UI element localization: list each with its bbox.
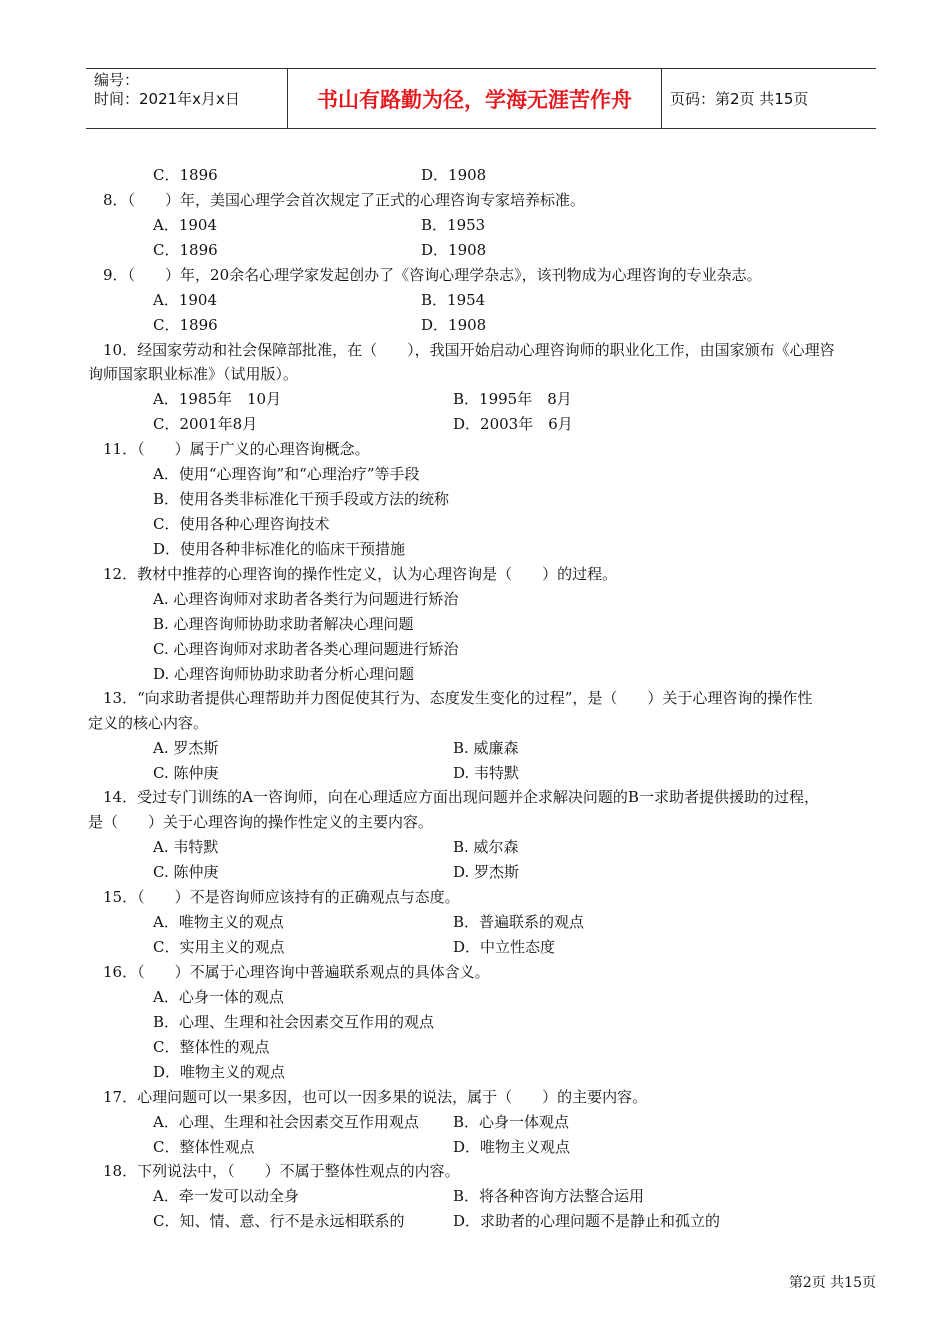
text-line: C．实用主义的观点 xyxy=(153,938,285,956)
text-line: B．将各种咨询方法整合运用 xyxy=(453,1187,645,1205)
text-line: C. 陈仲庚 xyxy=(153,764,219,782)
text-line: C．整体性观点 xyxy=(153,1138,255,1156)
text-line: 12．教材中推荐的心理咨询的操作性定义，认为心理咨询是（ ）的过程。 xyxy=(103,565,618,583)
text-line: D．使用各种非标准化的临床干预措施 xyxy=(153,540,406,558)
text-line: B．1995年 8月 xyxy=(453,390,572,408)
text-line: A．唯物主义的观点 xyxy=(153,913,284,931)
text-line: 是（ ）关于心理咨询的操作性定义的主要内容。 xyxy=(88,813,434,831)
text-line: D．唯物主义观点 xyxy=(453,1138,571,1156)
text-line: C. 陈仲庚 xyxy=(153,863,219,881)
text-line: C. 心理咨询师对求助者各类心理问题进行矫治 xyxy=(153,640,459,658)
text-line: D．2003年 6月 xyxy=(453,415,573,433)
text-line: C．使用各种心理咨询技术 xyxy=(153,515,330,533)
text-line: A．牵一发可以动全身 xyxy=(153,1187,299,1205)
text-line: C．1896 xyxy=(153,316,218,334)
text-line: 询师国家职业标准》（试用版）。 xyxy=(88,365,299,383)
text-line: B．1953 xyxy=(421,216,486,234)
text-line: 15．（ ）不是咨询师应该持有的正确观点与态度。 xyxy=(103,888,460,906)
text-line: B．1954 xyxy=(421,291,486,309)
text-line: D．1908 xyxy=(421,316,487,334)
text-line: D．1908 xyxy=(421,166,487,184)
text-line: B．普遍联系的观点 xyxy=(453,913,585,931)
text-line: 10．经国家劳动和社会保障部批准，在（ ），我国开始启动心理咨询师的职业化工作，由国家颁布《心理咨 xyxy=(103,341,835,359)
text-line: A．心理、生理和社会因素交互作用观点 xyxy=(153,1113,419,1131)
text-line: D．唯物主义的观点 xyxy=(153,1063,286,1081)
text-line: C．2001年8月 xyxy=(153,415,258,433)
header-motto: 书山有路勤为径，学海无涯苦作舟 xyxy=(288,69,662,128)
text-line: 14．受过专门训练的A一咨询师，向在心理适应方面出现问题并企求解决问题的B一求助者提供援助的过程， xyxy=(103,788,819,806)
text-line: A. 罗杰斯 xyxy=(153,739,219,757)
text-line: D. 罗杰斯 xyxy=(453,863,520,881)
text-line: A. 韦特默 xyxy=(153,838,219,856)
text-line: 17．心理问题可以一果多因，也可以一因多果的说法，属于（ ）的主要内容。 xyxy=(103,1088,648,1106)
time-label: 时间：2021年x月x日 xyxy=(94,90,240,108)
text-line: 定义的核心内容。 xyxy=(88,714,209,732)
text-line: A. 心理咨询师对求助者各类行为问题进行矫治 xyxy=(153,590,459,608)
text-line: D．中立性态度 xyxy=(453,938,556,956)
text-line: A．1904 xyxy=(153,216,218,234)
text-line: 16．（ ）不属于心理咨询中普遍联系观点的具体含义。 xyxy=(103,963,490,981)
text-line: B．心理、生理和社会因素交互作用的观点 xyxy=(153,1013,435,1031)
text-line: B．心身一体观点 xyxy=(453,1113,570,1131)
page-header xyxy=(86,68,876,129)
text-line: B. 威廉森 xyxy=(453,739,519,757)
text-line: C．整体性的观点 xyxy=(153,1038,270,1056)
text-line: A．1985年 10月 xyxy=(153,390,282,408)
text-line: C．知、情、意、行不是永远相联系的 xyxy=(153,1212,405,1230)
text-line: B. 心理咨询师协助求助者解决心理问题 xyxy=(153,615,414,633)
text-line: D．1908 xyxy=(421,241,487,259)
text-line: 13．“向求助者提供心理帮助并力图促使其行为、态度发生变化的过程”，是（ ）关于心理咨询的操作性 xyxy=(103,689,813,707)
text-line: C．1896 xyxy=(153,166,218,184)
text-line: D. 韦特默 xyxy=(453,764,520,782)
header-page-label: 页码：第2页 共15页 xyxy=(670,90,809,108)
text-line: C．1896 xyxy=(153,241,218,259)
text-line: D. 心理咨询师协助求助者分析心理问题 xyxy=(153,665,415,683)
text-line: D．求助者的心理问题不是静止和孤立的 xyxy=(453,1212,721,1230)
text-line: 8．（ ）年，美国心理学会首次规定了正式的心理咨询专家培养标准。 xyxy=(103,191,586,209)
text-line: 9．（ ）年，20余名心理学家发起创办了《咨询心理学杂志》，该刊物成为心理咨询的专业杂志。 xyxy=(103,266,762,284)
page-footer: 第2页 共15页 xyxy=(788,1275,876,1291)
text-line: A．使用“心理咨询”和“心理治疗”等手段 xyxy=(153,465,420,483)
text-line: 18．下列说法中，（ ）不属于整体性观点的内容。 xyxy=(103,1162,460,1180)
header-info xyxy=(86,69,288,128)
text-line: B．使用各类非标准化干预手段或方法的统称 xyxy=(153,490,450,508)
text-line: B. 威尔森 xyxy=(453,838,519,856)
text-line: 11．（ ）属于广义的心理咨询概念。 xyxy=(103,440,370,458)
text-line: A．1904 xyxy=(153,291,218,309)
text-line: A．心身一体的观点 xyxy=(153,988,284,1006)
number-label: 编号： xyxy=(94,71,140,89)
